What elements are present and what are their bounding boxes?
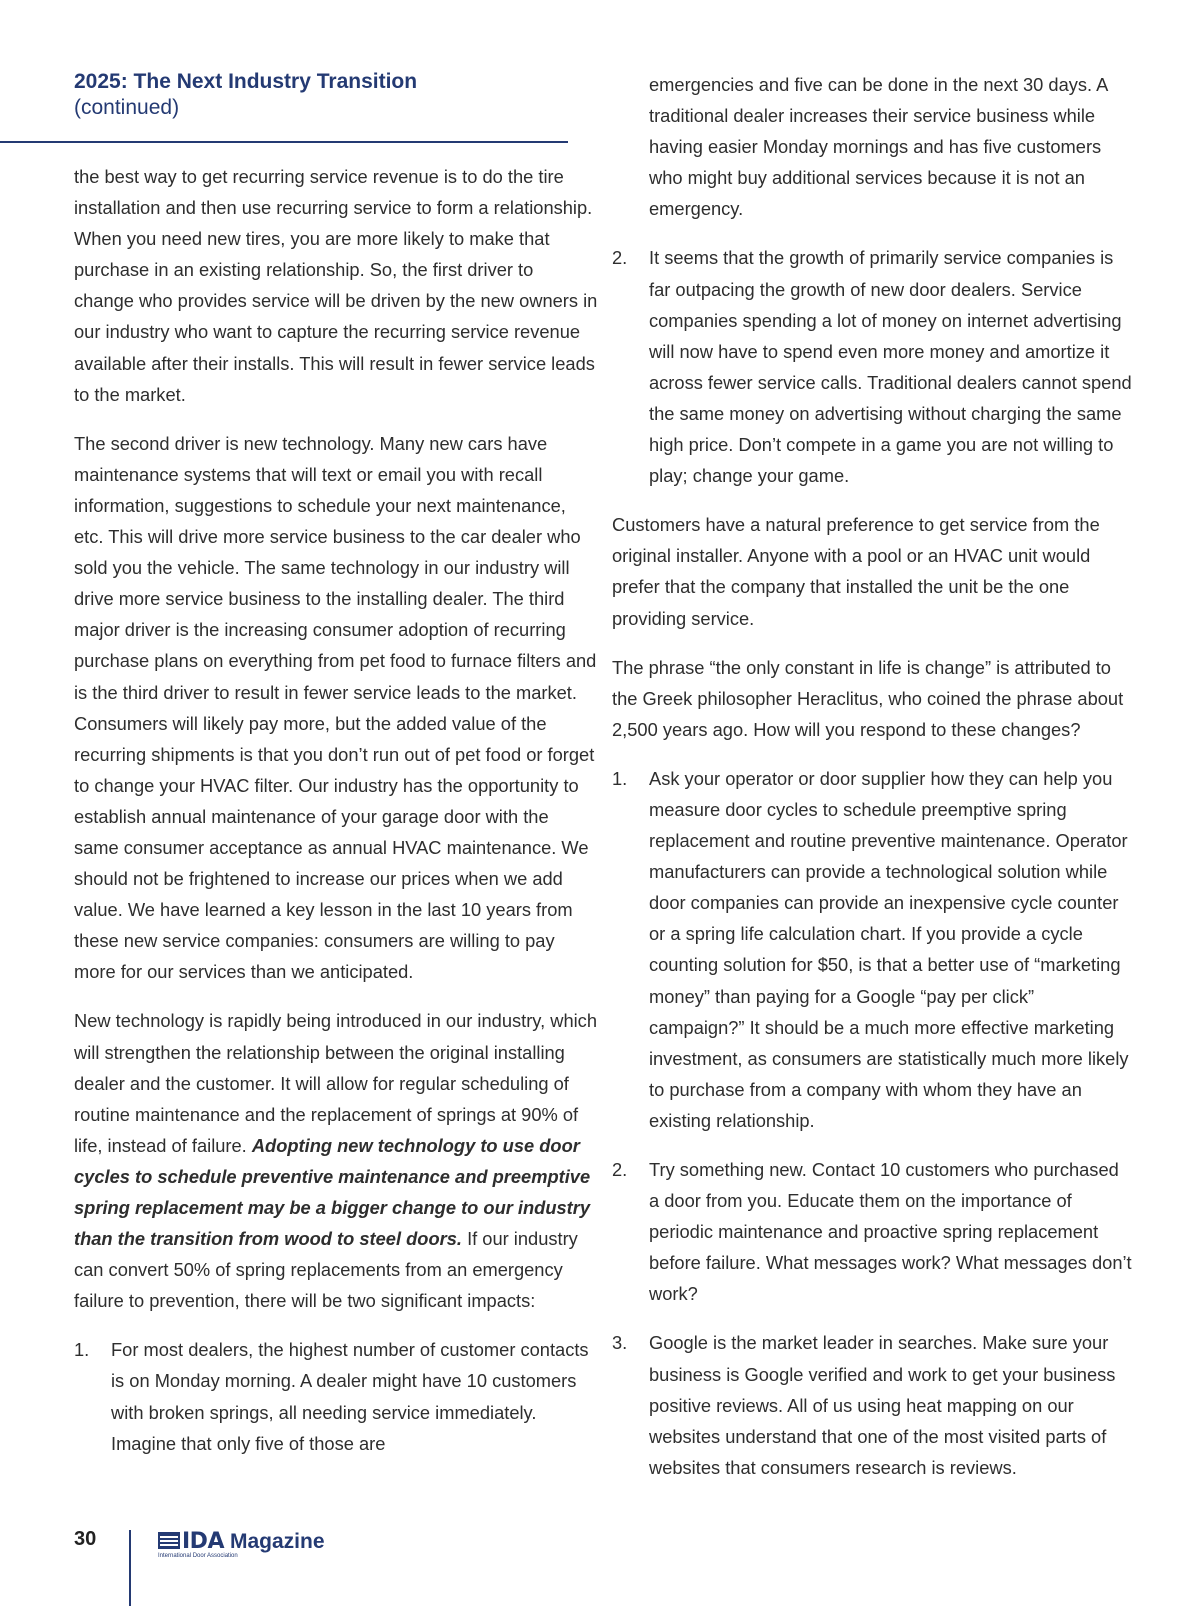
paragraph: The second driver is new technology. Many new cars have maintenance systems that will text or email you with recall information, suggestions to schedule your next maintenance, etc. This will drive more service business to the car dealer who sold you the vehicle. The same technology in our industry will drive more service business to the installing dealer. The third major driver is the increasing consumer adoption of recurring purchase plans on everything from pet food to furnace filters and is the third driver to result in fewer service leads to the market. Consumers will likely pay more, but the added value of the recurring shipments is that you don’t run out of pet food or forget to change your HVAC filter. Our industry has the opportunity to establish annual maintenance of your garage door with the same consumer acceptance as annual HVAC maintenance. We should not be frightened to increase our prices when we add value. We have learned a key lesson in the last 10 years from these new service companies: consumers are willing to pay more for our services than we anticipated. (74, 432, 597, 983)
list-item-text: Google is the market leader in searches. Make sure your business is Google verified and work to get your business positive reviews. All of us using heat mapping on our websites understand that one of the most visited parts of websites that consumers research is reviews. (649, 1332, 1116, 1478)
door-logo-icon (158, 1532, 180, 1549)
action-list (612, 763, 1132, 1483)
impacts-list-continued (612, 69, 1132, 491)
list-item-continued (612, 69, 1132, 224)
list-number: 2. (612, 247, 628, 269)
list-item-text: For most dealers, the highest number of customer contacts is on Monday morning. A dealer might have 10 customers with broken springs, all needing service immediately. Imagine that only five of those are (111, 1339, 589, 1454)
list-item (612, 242, 1132, 491)
impacts-list (74, 1334, 598, 1458)
left-column (74, 161, 598, 1477)
paragraph: The phrase “the only constant in life is change” is attributed to the Greek philosopher Heraclitus, who coined the phrase about 2,500 years ago. How will you respond to these changes? (612, 656, 1124, 740)
logo-tagline: International Door Association (158, 1553, 238, 1559)
header-divider (0, 141, 568, 143)
ida-magazine-logo (158, 1529, 325, 1559)
list-item-text: Ask your operator or door supplier how they can help you measure door cycles to schedule preemptive spring replacement and routine preventive maintenance. Operator manufacturers can provide a technological solution while door companies can provide an inexpensive cycle counter or a spring life calculation chart. If you provide a cycle counting solution for $50, is that a better use of “marketing money” than paying for a Google “pay per click” campaign?” It should be a much more effective marketing investment, as consumers are statistically much more likely to purchase from a company with whom they have an existing relationship. (649, 767, 1129, 1131)
list-item (74, 1334, 598, 1458)
list-item-text: emergencies and five can be done in the next 30 days. A traditional dealer increases their service business while having easier Monday mornings and has five customers who might buy additional services because it is not an emergency. (649, 74, 1108, 220)
list-number: 1. (74, 1339, 90, 1361)
paragraph (74, 1005, 598, 1316)
footer-divider (129, 1530, 131, 1606)
paragraph-text: New technology is rapidly being introduced in our industry, which will strengthen the relationship between the original installing dealer and the customer. It will allow for regular scheduling of routine maintenance and the replacement of springs at 90% of life, instead of failure. (74, 1010, 597, 1156)
section-title: 2025: The Next Industry Transition (74, 70, 418, 93)
list-item-text: Try something new. Contact 10 customers who purchased a door from you. Educate them on the importance of periodic maintenance and proactive spring replacement before failure. What messages work? What messages don’t work? (649, 1159, 1132, 1305)
paragraph: the best way to get recurring service revenue is to do the tire installation and then use recurring service to form a relationship. When you need new tires, you are more likely to make that purchase in an existing relationship. So, the first driver to change who provides service will be driven by the new owners in our industry who want to capture the recurring service revenue available after their installs. This will result in fewer service leads to the market. (74, 166, 598, 405)
list-number: 1. (612, 767, 628, 789)
logo-ida-text: IDA (182, 1529, 224, 1554)
list-item (612, 1154, 1132, 1309)
paragraph: Customers have a natural preference to get service from the original installer. Anyone with a pool or an HVAC unit would prefer that the company that installed the unit be the one providing service. (612, 514, 1100, 629)
list-item (612, 1327, 1132, 1482)
page-number: 30 (74, 1528, 97, 1550)
right-column (612, 69, 1132, 1501)
emphasis-text: Adopting new technology to use door cycles to schedule preventive maintenance and preemptive spring replacement may be a bigger change to our industry than the transition from wood to steel doors. (74, 1134, 591, 1250)
paragraph-text: If our industry can convert 50% of spring replacements from an emergency failure to prevention, there will be two significant impacts: (74, 1228, 578, 1312)
list-number: 2. (612, 1159, 628, 1180)
list-item (612, 763, 1132, 1136)
section-subtitle: (continued) (74, 96, 180, 119)
list-number: 3. (612, 1332, 628, 1354)
list-item-text: It seems that the growth of primarily service companies is far outpacing the growth of new door dealers. Service companies spending a lot of money on internet advertising will now have to spend even more money and amortize it across fewer service calls. Traditional dealers cannot spend the same money on advertising without charging the same high price. Don’t compete in a game you are not willing to play; change your game. (649, 247, 1132, 487)
logo-magazine-text: Magazine (229, 1530, 325, 1553)
